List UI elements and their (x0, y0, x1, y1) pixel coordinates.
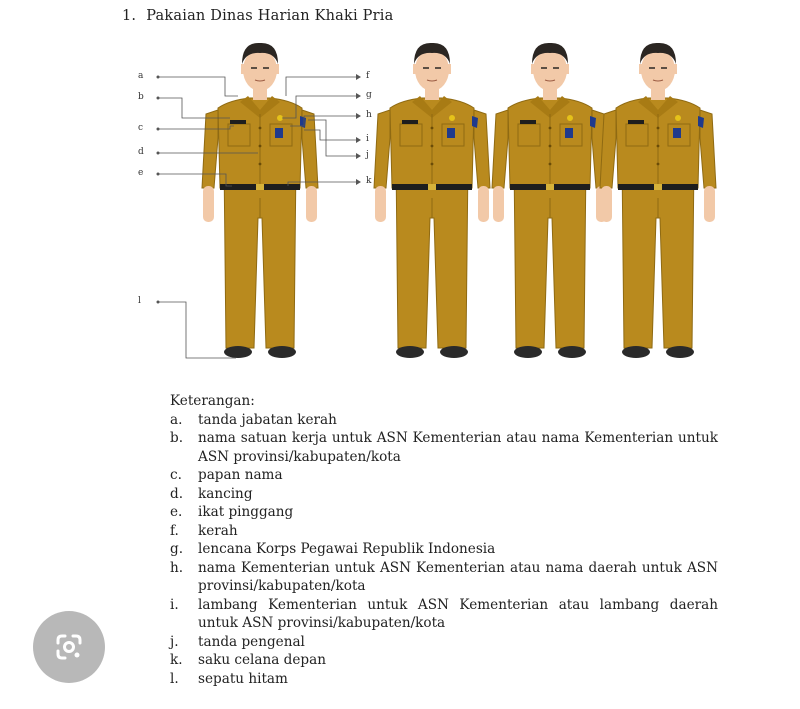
callout-label-e: e (138, 168, 144, 178)
legend-letter: g. (170, 541, 184, 557)
legend-text: nama Kementerian untuk ASN Kementerian atau nama daerah untuk ASN provinsi/kabupaten/kota (198, 559, 718, 594)
legend (170, 392, 718, 688)
legend-letter: i. (170, 596, 179, 613)
callout-label-a: a (138, 71, 144, 81)
legend-item (170, 596, 718, 633)
callout-label-l: l (138, 296, 141, 306)
legend-text: lencana Korps Pegawai Republik Indonesia (198, 541, 496, 557)
google-lens-icon (54, 632, 84, 662)
legend-text: kerah (198, 522, 238, 539)
legend-item (170, 540, 718, 559)
callout-label-g: g (366, 90, 372, 100)
legend-item (170, 466, 718, 485)
legend-text: tanda jabatan kerah (198, 411, 337, 428)
callout-label-d: d (138, 147, 144, 157)
legend-letter: l. (170, 670, 179, 687)
legend-letter: c. (170, 467, 182, 483)
section-title (122, 8, 393, 24)
legend-item (170, 485, 718, 504)
callout-label-b: b (138, 92, 144, 102)
callout-label-h: h (366, 110, 372, 120)
callout-label-f: f (366, 71, 370, 81)
legend-item (170, 651, 718, 670)
legend-item (170, 411, 718, 430)
legend-letter: h. (170, 559, 184, 576)
legend-letter: k. (170, 652, 183, 668)
legend-letter: b. (170, 430, 184, 446)
legend-letter: e. (170, 504, 183, 520)
figure-front-with-labels (202, 43, 318, 358)
uniform-figures-svg (120, 36, 720, 372)
legend-letter: d. (170, 485, 184, 502)
legend-text: saku celana depan (198, 652, 326, 668)
legend-text: tanda pengenal (198, 633, 305, 650)
legend-item (170, 522, 718, 541)
legend-text: kancing (198, 485, 253, 502)
callout-label-k: k (366, 176, 372, 186)
legend-item (170, 559, 718, 596)
section-number: 1. (122, 8, 137, 24)
legend-text: ikat pinggang (198, 504, 294, 520)
legend-heading: Keterangan: (170, 393, 255, 409)
legend-item (170, 633, 718, 652)
legend-letter: j. (170, 633, 179, 650)
legend-text: sepatu hitam (198, 670, 288, 687)
figure-front-4 (600, 43, 716, 358)
google-lens-button[interactable] (33, 611, 105, 683)
section-heading: Pakaian Dinas Harian Khaki Pria (146, 8, 394, 24)
legend-item (170, 503, 718, 522)
figure-front-3 (492, 43, 608, 358)
callout-label-c: c (138, 123, 144, 133)
figure-front-2 (374, 43, 490, 358)
callout-label-j: j (366, 150, 369, 160)
legend-text: lambang Kementerian untuk ASN Kementerian atau lambang daerah untuk ASN provinsi/kabupaten/kota (198, 596, 718, 631)
legend-item (170, 670, 718, 689)
uniform-illustration (120, 36, 720, 372)
legend-letter: a. (170, 411, 183, 428)
legend-text: nama satuan kerja untuk ASN Kementerian atau nama Kementerian untuk ASN provinsi/kabupaten/kota (198, 430, 718, 465)
callout-label-i: i (366, 134, 369, 144)
legend-text: papan nama (198, 467, 283, 483)
legend-item (170, 429, 718, 466)
legend-letter: f. (170, 522, 179, 539)
